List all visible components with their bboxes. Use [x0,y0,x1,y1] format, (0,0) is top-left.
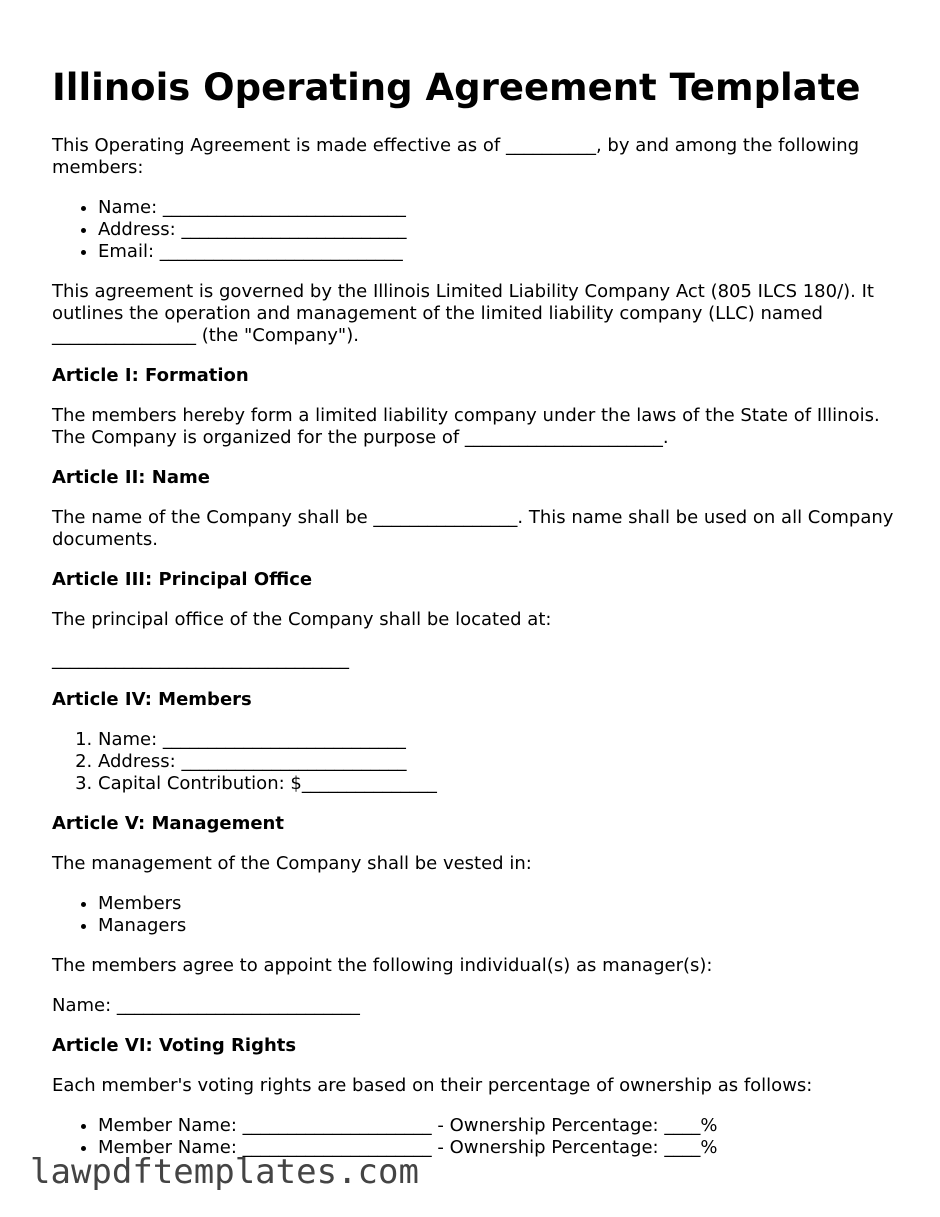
principal-office-blank: _________________________________ [52,649,349,670]
list-item: • Name: ___________________________ [98,197,898,219]
article-6-text: Each member's voting rights are based on their percentage of ownership as follows: [52,1075,813,1096]
members-list [52,729,898,795]
article-3-text: The principal office of the Company shall be located at: [52,609,552,630]
list-item: • Email: ___________________________ [98,241,898,263]
list-item: 1. Name: ___________________________ [98,729,898,751]
article-2-heading: Article II: Name [52,467,210,488]
list-item: • Member Name: _____________________ - Ownership Percentage: ____% [98,1137,898,1159]
list-item: • Address: _________________________ [98,219,898,241]
watermark: lawpdftemplates.com [30,1152,419,1192]
article-1-text: The members hereby form a limited liability company under the laws of the State of Illinois. The Company is organized for the purpose of ______________________. [52,405,880,448]
list-item: • Members [98,893,898,915]
list-item: 3. Capital Contribution: $_______________ [98,773,898,795]
article-1-heading: Article I: Formation [52,365,249,386]
article-5-heading: Article V: Management [52,813,284,834]
article-2-text: The name of the Company shall be ________________. This name shall be used on all Company documents. [52,507,894,550]
governing-paragraph: This agreement is governed by the Illinois Limited Liability Company Act (805 ILCS 180/). It outlines the operation and management of the limited liability company (LLC) named ________________ (the "Company"). [52,281,874,346]
member-fields-list [52,197,898,263]
article-5-text: The management of the Company shall be vested in: [52,853,532,874]
intro-paragraph: This Operating Agreement is made effective as of __________, by and among the following members: [52,135,860,178]
document-page [52,62,898,1177]
list-item: 2. Address: _________________________ [98,751,898,773]
manager-name-field: Name: ___________________________ [52,995,360,1016]
page-title: Illinois Operating Agreement Template [52,66,861,109]
management-options-list [52,893,898,937]
list-item: • Member Name: _____________________ - Ownership Percentage: ____% [98,1115,898,1137]
list-item: • Managers [98,915,898,937]
article-6-heading: Article VI: Voting Rights [52,1035,297,1056]
article-3-heading: Article III: Principal Office [52,569,313,590]
article-4-heading: Article IV: Members [52,689,252,710]
appoint-managers-text: The members agree to appoint the following individual(s) as manager(s): [52,955,713,976]
